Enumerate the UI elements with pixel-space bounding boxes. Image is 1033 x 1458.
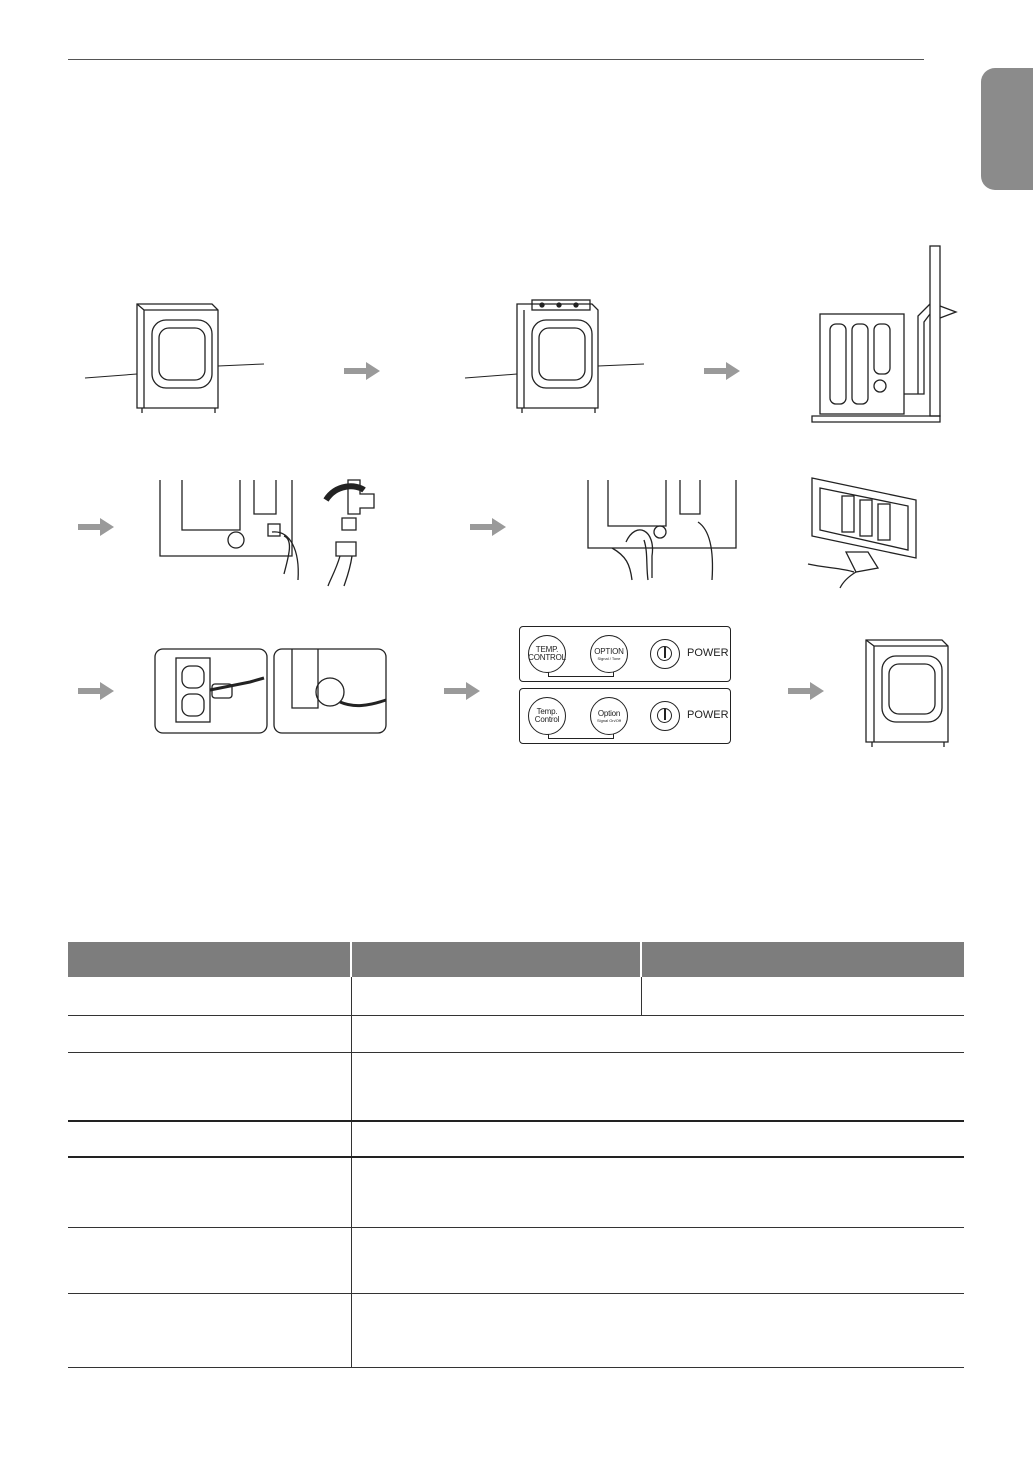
table-header-row bbox=[68, 942, 964, 977]
table-row bbox=[68, 1227, 964, 1293]
control-panel-uppercase bbox=[519, 626, 731, 682]
arrow-icon bbox=[702, 360, 742, 382]
header-rule bbox=[68, 59, 924, 60]
table-cell bbox=[351, 977, 641, 1015]
dryer-exhaust-duct-icon bbox=[808, 244, 958, 424]
table-cell bbox=[68, 977, 351, 1015]
table-row bbox=[68, 1052, 964, 1121]
table-row bbox=[68, 1157, 964, 1227]
combo-bracket bbox=[548, 734, 614, 739]
table-cell bbox=[641, 977, 964, 1015]
table-cell bbox=[351, 1015, 964, 1052]
control-panel-titlecase bbox=[519, 688, 731, 744]
combo-bracket bbox=[548, 672, 614, 677]
arrow-icon bbox=[468, 516, 508, 538]
option-button[interactable] bbox=[590, 635, 628, 673]
temp-control-button[interactable] bbox=[528, 697, 566, 735]
arrow-icon bbox=[76, 680, 116, 702]
water-hose-faucet-icon bbox=[160, 470, 400, 590]
table-cell bbox=[68, 1293, 351, 1367]
table-cell bbox=[68, 1121, 351, 1157]
power-label: POWER bbox=[687, 647, 729, 659]
button-label: TEMP. CONTROL bbox=[528, 645, 566, 662]
dryer-top-panel-leveling-icon bbox=[462, 296, 652, 416]
table-cell bbox=[351, 1293, 964, 1367]
table-cell bbox=[351, 1157, 964, 1227]
table-cell bbox=[68, 1052, 351, 1121]
arrow-icon bbox=[342, 360, 382, 382]
button-sublabel: Signal / Tone bbox=[597, 655, 621, 661]
table-header bbox=[68, 942, 351, 977]
power-button[interactable] bbox=[650, 639, 680, 669]
button-label: Temp. Control bbox=[534, 707, 560, 724]
terminal-block-power-cord-icon bbox=[806, 468, 936, 588]
button-sublabel: Signal On/Off bbox=[597, 717, 621, 723]
dryer-front-leveling-icon bbox=[82, 296, 272, 416]
table-cell bbox=[68, 1015, 351, 1052]
table-header bbox=[351, 942, 641, 977]
wall-outlet-plug-icon bbox=[154, 648, 388, 734]
button-label: Option bbox=[597, 708, 621, 718]
arrow-icon bbox=[786, 680, 826, 702]
arrow-icon bbox=[442, 680, 482, 702]
table-cell bbox=[351, 1052, 964, 1121]
power-button[interactable] bbox=[650, 701, 680, 731]
language-tab bbox=[981, 68, 1033, 190]
power-label: POWER bbox=[687, 709, 729, 721]
table-row bbox=[68, 977, 964, 1015]
table-cell bbox=[351, 1121, 964, 1157]
table-cell bbox=[351, 1227, 964, 1293]
table-cell bbox=[68, 1157, 351, 1227]
table-row bbox=[68, 1015, 964, 1052]
table-cell bbox=[68, 1227, 351, 1293]
temp-control-button[interactable] bbox=[528, 635, 566, 673]
table-row bbox=[68, 1121, 964, 1157]
dryer-finished-icon bbox=[862, 636, 958, 748]
option-button[interactable] bbox=[590, 697, 628, 735]
table-header bbox=[641, 942, 964, 977]
arrow-icon bbox=[76, 516, 116, 538]
table-row bbox=[68, 1293, 964, 1367]
button-label: OPTION bbox=[594, 646, 624, 656]
spec-table bbox=[68, 942, 964, 1368]
steam-hose-connection-icon bbox=[586, 470, 726, 590]
